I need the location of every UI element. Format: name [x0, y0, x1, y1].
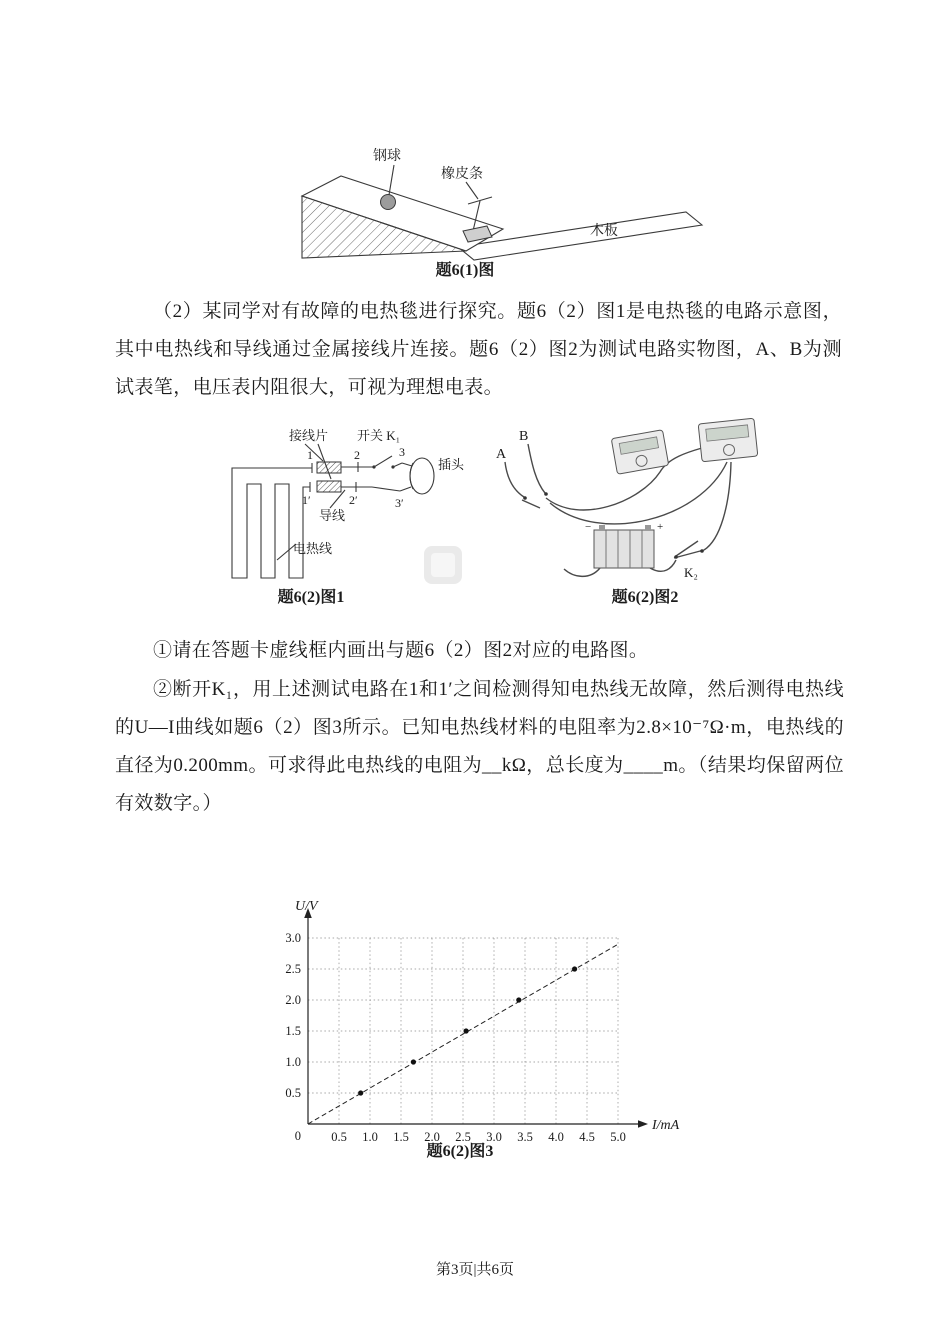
switch-k1	[372, 456, 402, 469]
label-terminal-strip: 接线片	[289, 428, 329, 443]
figure-circuit-caption: 题6(2)图1	[277, 589, 345, 606]
svg-text:0.5: 0.5	[285, 1086, 301, 1100]
figure-incline-caption: 题6(1)图	[435, 262, 495, 279]
svg-text:2.5: 2.5	[285, 962, 301, 976]
label-steel-ball: 钢球	[373, 149, 401, 164]
svg-text:2.0: 2.0	[424, 1130, 440, 1144]
figure-test-circuit-photo	[490, 415, 790, 605]
svg-text:1.5: 1.5	[393, 1130, 409, 1144]
leader-ball	[389, 165, 394, 195]
heating-wire-serpentine	[232, 468, 312, 578]
terminal-strip-top	[317, 462, 341, 473]
switch-k2	[674, 541, 704, 559]
battery-pack	[594, 525, 654, 568]
ui-graph	[258, 872, 690, 1158]
test-leads	[505, 444, 548, 508]
multimeter-2	[698, 418, 758, 462]
figure-photo-caption: 题6(2)图2	[611, 589, 679, 606]
leader-rubber	[466, 182, 478, 199]
svg-text:5.0: 5.0	[610, 1130, 626, 1144]
label-node-3: 3	[399, 445, 405, 459]
svg-text:1.0: 1.0	[285, 1055, 301, 1069]
svg-text:3.5: 3.5	[517, 1130, 533, 1144]
svg-text:2.0: 2.0	[285, 993, 301, 1007]
label-battery-minus: −	[585, 521, 592, 533]
svg-text:2.5: 2.5	[455, 1130, 471, 1144]
label-node-3p: 3′	[395, 496, 404, 510]
label-probe-a: A	[496, 447, 507, 462]
multimeter-1	[611, 430, 668, 474]
svg-text:0: 0	[294, 1129, 301, 1143]
svg-text:4.0: 4.0	[548, 1130, 564, 1144]
wood-board	[458, 212, 702, 260]
label-wood-board: 木板	[590, 224, 618, 239]
label-battery-plus: +	[657, 521, 664, 533]
label-wire: 导线	[319, 508, 346, 523]
svg-text:1.0: 1.0	[362, 1130, 378, 1144]
connecting-wires	[341, 462, 400, 492]
label-probe-b: B	[519, 429, 529, 444]
paragraph-2: （2）某同学对有故障的电热毯进行探究。题6（2）图1是电热毯的电路示意图，其中电热线和导线通过金属接线片连接。题6（2）图2为测试电路实物图，A、B为测试表笔，电压表内阻很大，可视为理想电表。	[115, 301, 842, 398]
page-footer: 第3页|共6页	[435, 1262, 514, 1278]
label-node-2p: 2′	[349, 493, 358, 507]
svg-text:0.5: 0.5	[331, 1130, 347, 1144]
label-switch-k1: 开关 K₁	[357, 428, 401, 443]
plug	[400, 458, 434, 494]
item-1: ①请在答题卡虚线框内画出与题6（2）图2对应的电路图。	[153, 640, 649, 661]
item-2: ②断开K₁，用上述测试电路在1和1′之间检测得知电热线无故障，然后测得电热线的U—I曲线如题6（2）图3所示。已知电热线材料的电阻率为2.8×10⁻⁷Ω·m，电热线的直径为0.200mm。可求得此电热线的电阻为__kΩ，总长度为____m。（结果均保留两位有效数字。）	[115, 679, 844, 814]
svg-text:1.5: 1.5	[285, 1024, 301, 1038]
label-switch-k2: K₂	[684, 565, 698, 580]
watermark-logo	[424, 546, 462, 584]
label-heating-wire: 电热线	[293, 541, 333, 556]
svg-text:U/V: U/V	[295, 899, 318, 914]
chart-caption: 题6(2)图3	[426, 1143, 494, 1160]
svg-text:4.5: 4.5	[579, 1130, 595, 1144]
leader-wire-label	[330, 490, 345, 508]
svg-text:3.0: 3.0	[285, 931, 301, 945]
label-rubber-band: 橡皮条	[441, 167, 483, 182]
steel-ball	[381, 195, 396, 210]
terminal-strip-bottom	[317, 481, 341, 492]
label-node-1p: 1′	[302, 493, 311, 507]
label-node-1: 1	[307, 448, 313, 462]
label-plug: 插头	[438, 457, 465, 472]
svg-text:3.0: 3.0	[486, 1130, 502, 1144]
svg-text:I/mA: I/mA	[652, 1118, 680, 1133]
label-node-2: 2	[354, 448, 360, 462]
